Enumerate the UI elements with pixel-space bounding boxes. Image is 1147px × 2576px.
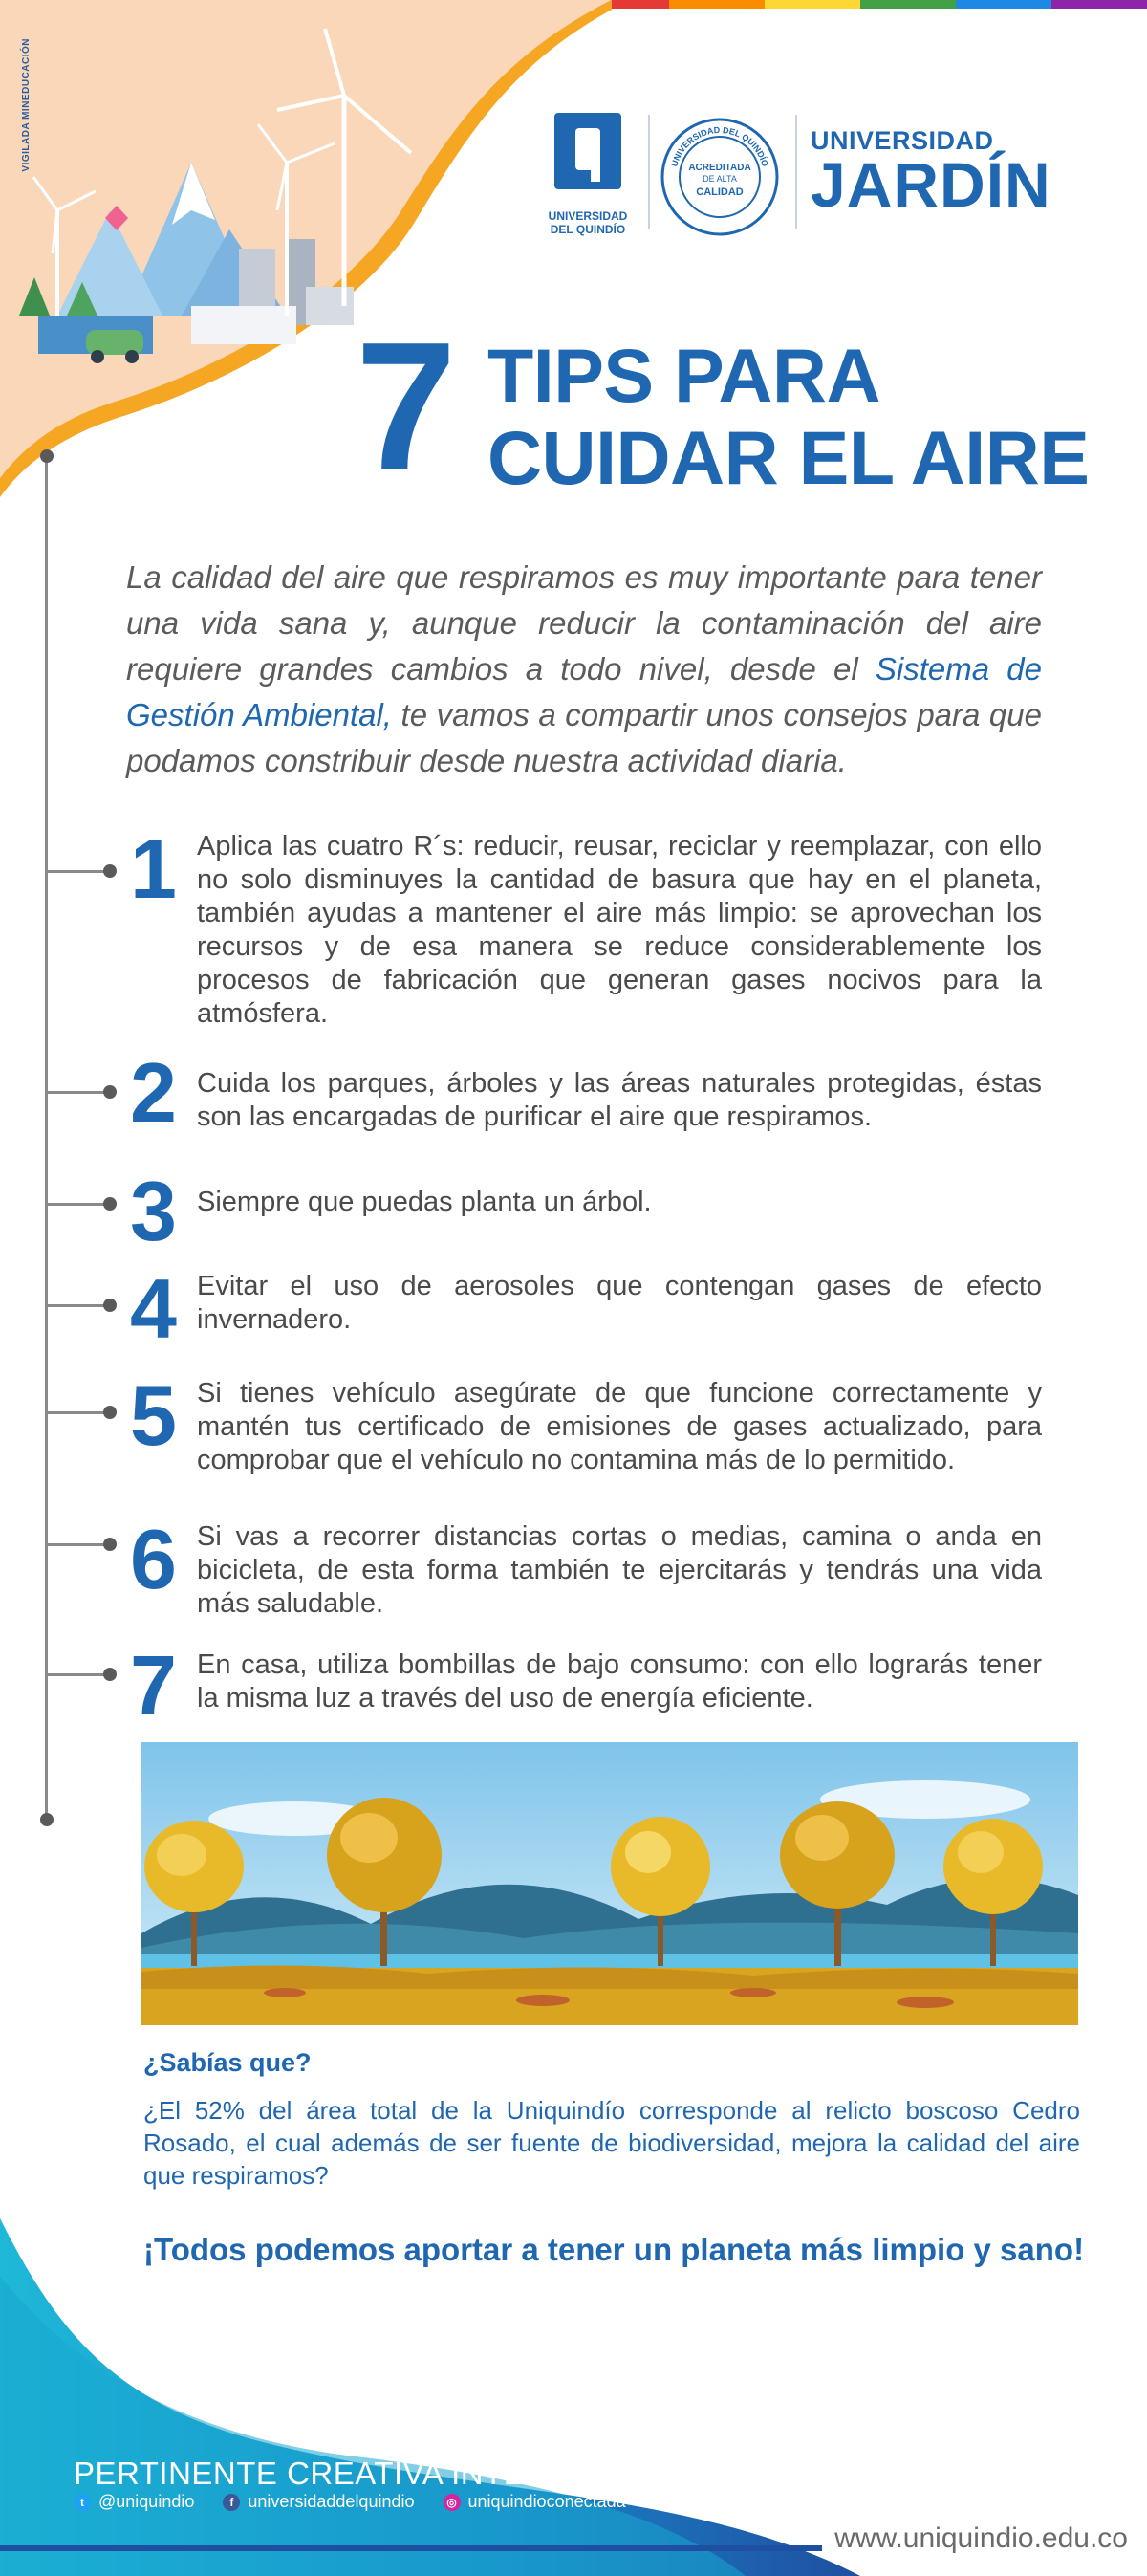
tip-connector	[46, 1543, 107, 1546]
timeline-end-dot	[40, 1813, 54, 1826]
instagram-link[interactable]	[444, 2492, 626, 2512]
tip-text: Si vas a recorrer distancias cortas o medias, camina o anda en bicicleta, de esta forma también te ejercitarás y tendrás una vida más saludable.	[197, 1521, 1042, 1619]
tip-dot	[103, 1299, 117, 1312]
tip-dot	[103, 1085, 117, 1099]
website-link[interactable]: www.uniquindio.edu.co	[834, 2522, 1128, 2554]
tip-number: 2	[130, 1045, 177, 1140]
tip-connector	[46, 1203, 107, 1206]
seal-ring-text: UNIVERSIDAD DEL QUINDÍO	[669, 124, 770, 168]
tip-number: 7	[130, 1638, 177, 1733]
footer-tagline: PERTINENTE CREATIVA INTEGRADORA	[74, 2456, 688, 2491]
tip-connector	[46, 1304, 107, 1307]
seal-line2: DE ALTA	[703, 174, 737, 184]
uq-logo-text-1: UNIVERSIDAD	[548, 209, 628, 223]
uniquindio-logo	[535, 113, 640, 236]
timeline-line	[45, 453, 48, 1819]
uq-logo-text-2: DEL QUINDÍO	[550, 223, 626, 236]
autumn-landscape-illustration	[141, 1742, 1078, 2025]
twitter-link[interactable]	[74, 2492, 194, 2512]
tip-connector	[46, 1091, 107, 1094]
tip-dot	[103, 1668, 117, 1681]
tip-number: 1	[130, 821, 177, 916]
twitter-handle: @uniquindio	[98, 2492, 195, 2511]
tip-connector	[46, 1411, 107, 1414]
tip-dot	[103, 1406, 117, 1419]
seal-line1: ACREDITADA	[688, 163, 751, 173]
tip-text: Si tienes vehículo asegúrate de que funcione correctamente y mantén tus certificado de emisiones de gases actualizado, para comprobar que el vehículo no contamina más de lo permitido.	[197, 1378, 1042, 1475]
social-links	[74, 2492, 626, 2512]
tip-number: 4	[130, 1261, 177, 1356]
tip-number: 5	[130, 1368, 177, 1463]
jardin-main-text: JARDÍN	[811, 149, 1051, 220]
intro-part-2: te vamos a compartir unos consejos para que podamos constribuir desde nuestra actividad diaria.	[126, 697, 1042, 778]
title-number: 7	[356, 305, 457, 508]
sabias-body: ¿El 52% del área total de la Uniquindío corresponde al relicto boscoso Cedro Rosado, el cual además de ser fuente de biodiversidad, mejora la calidad del aire que respiramos?	[143, 2096, 1080, 2190]
tip-number: 3	[130, 1164, 177, 1258]
intro-paragraph	[126, 555, 1042, 784]
twitter-icon: t	[74, 2494, 91, 2511]
tip-dot	[103, 1197, 117, 1211]
shield-logo-icon	[554, 113, 621, 201]
sabias-title: ¿Sabías que?	[143, 2048, 312, 2077]
facebook-link[interactable]	[223, 2492, 414, 2512]
tip-text: Siempre que puedas planta un árbol.	[197, 1187, 652, 1217]
page-title	[487, 335, 1089, 499]
tip-connector	[46, 870, 107, 873]
timeline-start-dot	[40, 449, 54, 463]
tip-text: En casa, utiliza bombillas de bajo consumo: con ello lograrás tener la misma luz a través del uso de energía eficiente.	[197, 1649, 1042, 1714]
logo-divider	[648, 115, 650, 229]
facebook-icon: f	[223, 2494, 240, 2511]
vigilada-label: VIGILADA MINEDUCACIÓN	[21, 38, 32, 172]
tip-dot	[103, 1538, 117, 1551]
instagram-handle: uniquindioconectada	[467, 2492, 626, 2511]
logo-divider	[795, 115, 797, 229]
accreditation-seal-icon	[660, 117, 780, 237]
facebook-handle: universidaddelquindio	[248, 2492, 415, 2511]
tip-text: Cuida los parques, árboles y las áreas naturales protegidas, éstas son las encargadas de purificar el aire que respiramos.	[197, 1068, 1042, 1132]
logo-bar	[535, 113, 1128, 247]
title-line-1: TIPS PARA	[487, 333, 881, 418]
tip-text: Aplica las cuatro R´s: reducir, reusar, reciclar y reemplazar, con ello no solo disminuyes la cantidad de basura que hay en el planeta, también ayudas a mantener el aire más limpio: se aprovechan los recursos y de esa manera se reduce considerablemente los procesos de fabricación que generan gases nocivos para la atmósfera.	[197, 831, 1042, 1029]
tip-dot	[103, 864, 117, 878]
seal-line3: CALIDAD	[696, 186, 744, 198]
intro-part-1: La calidad del aire que respiramos es muy importante para tener una vida sana y, aunque reducir la contaminación del aire requiere grandes cambios a todo nivel, desde el	[126, 559, 1042, 687]
jardin-top-text: UNIVERSIDAD	[811, 126, 994, 155]
tip-number: 6	[130, 1512, 177, 1606]
title-line-2: CUIDAR EL AIRE	[487, 415, 1090, 500]
instagram-icon: ◎	[444, 2494, 461, 2511]
tip-text: Evitar el uso de aerosoles que contengan gases de efecto invernadero.	[197, 1271, 1042, 1335]
tip-connector	[46, 1673, 107, 1676]
universidad-jardin-logo	[811, 126, 1051, 220]
intro-highlight: Sistema de Gestión Ambiental,	[126, 651, 1042, 732]
closing-message: ¡Todos podemos aportar a tener un planeta más limpio y sano!	[143, 2232, 1085, 2267]
